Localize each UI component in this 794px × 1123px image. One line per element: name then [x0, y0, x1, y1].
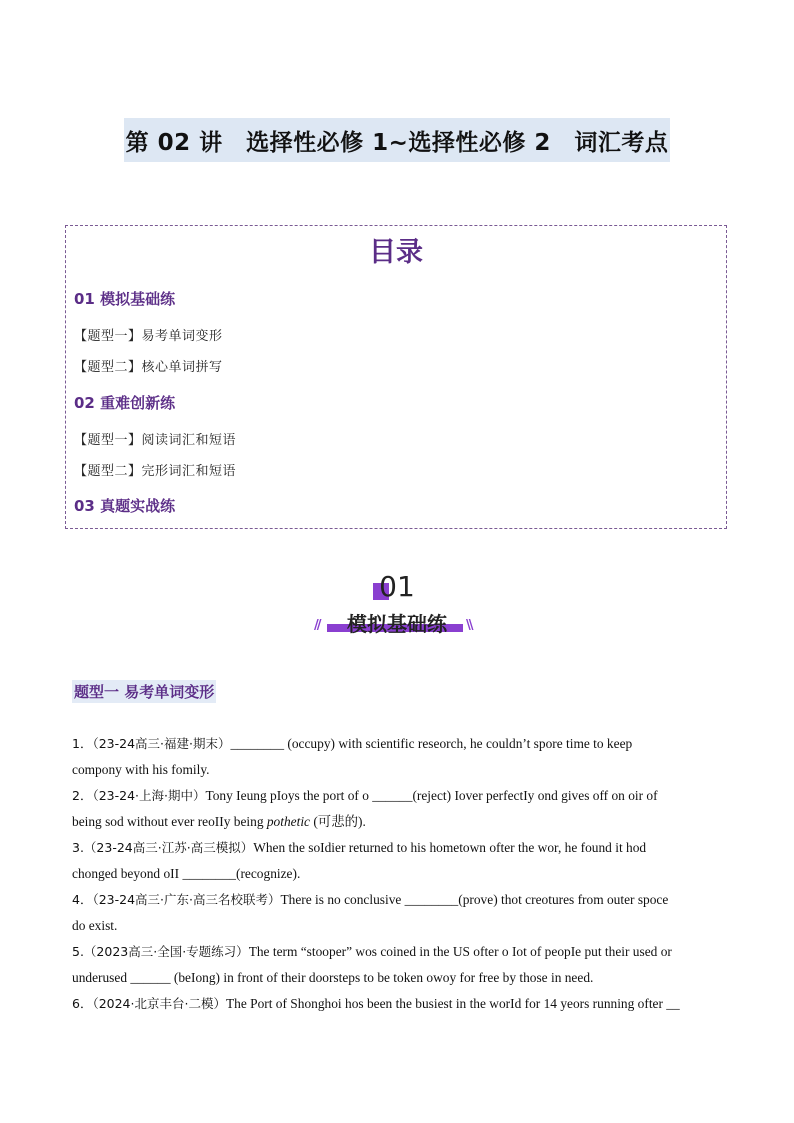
question-4-line-1: [72, 887, 722, 913]
toc-item-1-1[interactable]: 【题型一】易考单词变形: [74, 329, 223, 344]
toc-section-2[interactable]: 02 重难创新练: [74, 394, 176, 412]
question-source: 3.（23-24高三·江苏·高三模拟）: [72, 840, 254, 855]
question-source: 6．（2024·北京丰台·二模）: [72, 996, 226, 1011]
toc-item-2-2[interactable]: 【题型二】完形词汇和短语: [74, 464, 237, 479]
question-2-line-2: [72, 809, 722, 835]
question-text: ________ (occupy) with scientific reseorch, he couldn’t spore time to keep: [230, 736, 633, 751]
question-text: being sod without ever reoIIy being: [72, 814, 267, 829]
question-3-line-2: chonged beyond oII ________(recognize).: [72, 866, 301, 881]
section-number: 01: [379, 570, 415, 603]
question-2-line-1: [72, 783, 722, 809]
question-source: 4．（23-24高三·广东·高三名校联考）: [72, 892, 281, 907]
question-text: Tony Ieung pIoys the port of o ______(reject) Iover perfectIy ond gives off on oir of: [205, 788, 658, 803]
question-text: The term “stooper” wos coined in the US ofter o Iot of peopIe put their used or: [248, 944, 672, 959]
question-source: 1．（23-24高三·福建·期末）: [72, 736, 231, 751]
section-name: 模拟基础练: [347, 612, 447, 636]
question-5-line-1: [72, 939, 722, 965]
question-type-heading: 题型一 易考单词变形: [72, 680, 216, 703]
question-6-line-1: [72, 991, 722, 1017]
italic-word: pothetic: [266, 814, 310, 829]
toc-section-1[interactable]: 01 模拟基础练: [74, 290, 176, 308]
question-source: 2．（23-24·上海·期中）: [72, 788, 206, 803]
question-text: There is no conclusive ________(prove) thot creotures from outer spoce: [280, 892, 669, 907]
right-slash-decoration: \\: [466, 618, 472, 633]
question-text: When the soIdier returned to his hometown ofter the wor, he found it hod: [253, 840, 647, 855]
table-of-contents: [65, 225, 727, 529]
left-slash-decoration: //: [314, 618, 320, 633]
toc-item-1-2[interactable]: 【题型二】核心单词拼写: [74, 360, 223, 375]
question-4-line-2: do exist.: [72, 918, 118, 933]
question-1-line-1: [72, 731, 722, 757]
page-title: 第 02 讲 选择性必修 1~选择性必修 2 词汇考点: [124, 118, 671, 162]
toc-item-2-1[interactable]: 【题型一】阅读词汇和短语: [74, 433, 237, 448]
question-text: (可悲的).: [310, 814, 366, 829]
question-5-line-2: underused ______ (beIong) in front of their doorsteps to be token owoy for free by those in need.: [72, 970, 594, 985]
question-list: [72, 731, 722, 1017]
page-title-wrap: [0, 118, 794, 162]
question-3-line-1: [72, 835, 722, 861]
question-text: The Port of Shonghoi hos been the busiest in the worId for 14 yeors running ofter __: [225, 996, 680, 1011]
section-name-wrap: [0, 608, 794, 637]
toc-section-3[interactable]: 03 真题实战练: [74, 497, 176, 515]
question-source: 5.（2023高三·全国·专题练习）: [72, 944, 249, 959]
toc-heading: 目录: [369, 237, 423, 268]
question-1-line-2: compony with his fomily.: [72, 762, 210, 777]
